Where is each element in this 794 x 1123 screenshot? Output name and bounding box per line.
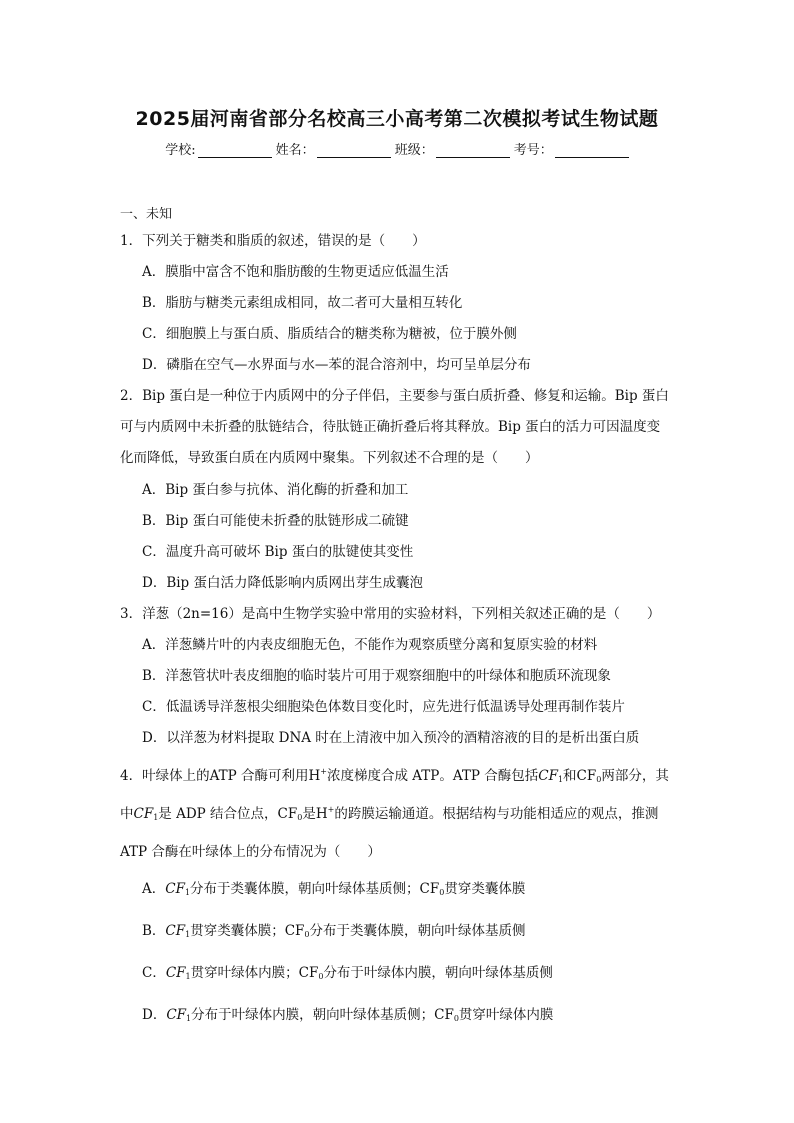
name-blank[interactable] [317,143,391,158]
name-label: 姓名： [275,143,315,158]
question-3-option-d[interactable]: D．以洋葱为材料提取 DNA 时在上清液中加入预冷的酒精溶液的目的是析出蛋白质 [142,730,640,746]
q4a-cf1-sub: 1 [184,888,191,897]
q4d-cf0-sub: 0 [453,1014,459,1023]
question-2-option-a[interactable]: A．Bip 蛋白参与抗体、消化酶的折叠和加工 [142,482,409,498]
question-2-option-b[interactable]: B．Bip 蛋白可能使未折叠的肽链形成二硫键 [142,513,409,529]
q4a-cf1: CF [165,881,185,897]
exam-title: 2025届河南省部分名校高三小高考第二次模拟考试生物试题 [135,108,659,130]
q4c-p1: 贯穿叶绿体内膜； [190,965,299,981]
q4-cf-sub: 1 [557,775,564,784]
question-2-stem-line-2: 可与内质网中未折叠的肽链结合，待肽链正确折叠后将其释放。Bip 蛋白的活力可因温度变 [120,419,661,435]
q4-l2-c: 是H [302,806,328,822]
question-2-stem-line-1: 2．Bip 蛋白是一种位于内质网中的分子伴侣，主要参与蛋白质折叠、修复和运输。Bip 蛋白 [120,388,669,404]
q4d-cf1-sub: 1 [186,1014,192,1023]
q4c-cf0-sub: 0 [318,972,324,981]
q4b-cf1-sub: 1 [185,930,191,939]
q4-l2-cf-sub-2: 0 [297,813,303,822]
question-3-option-a[interactable]: A．洋葱鳞片叶的内表皮细胞无色，不能作为观察质壁分离和复原实验的材料 [142,637,598,653]
q4-h-plus: + [320,767,327,776]
q4c-label: C． [142,965,166,981]
question-4-option-d[interactable] [142,1003,553,1023]
q4b-cf1: CF [165,923,186,939]
q4b-cf0-sub: 0 [304,930,310,939]
school-field[interactable] [165,139,271,158]
q4c-cf1: CF [165,965,186,981]
school-blank[interactable] [198,143,272,158]
question-1-option-c[interactable]: C．细胞膜上与蛋白质、脂质结合的糖类称为糖被，位于膜外侧 [142,326,517,342]
q4d-cf0: CF [434,1007,454,1023]
q4d-cf1: CF [166,1007,187,1023]
q4-l2-a: 中 [120,806,134,822]
question-2-option-d[interactable]: D．Bip 蛋白活力降低影响内质网出芽生成囊泡 [142,575,423,591]
exam-number-label: 考号： [513,143,553,158]
q4-l2-cf-2: CF [277,806,298,822]
class-field[interactable] [395,139,510,158]
q4-text-a: 4．叶绿体上的ATP 合酶可利用H [120,768,321,784]
name-field[interactable] [276,139,391,158]
question-4-option-c[interactable] [142,961,553,981]
question-4-option-b[interactable] [142,919,526,939]
q4a-label: A． [142,881,166,897]
question-4-option-a[interactable] [142,877,525,897]
q4-text-c: 两部分，其 [601,768,669,784]
question-3-option-b[interactable]: B．洋葱管状叶表皮细胞的临时装片可用于观察细胞中的叶绿体和胞质环流现象 [142,668,611,684]
q4a-p1: 分布于类囊体膜，朝向叶绿体基质侧； [190,881,420,897]
q4-cf-sub-2: 0 [596,775,602,784]
question-4-stem-line-2 [120,802,658,822]
question-2-option-c[interactable]: C．温度升高可破坏 Bip 蛋白的肽键使其变性 [142,544,414,560]
q4c-cf1-sub: 1 [185,972,191,981]
q4-l2-b: 是 ADP 结合位点， [158,806,278,822]
q4-text-b: 浓度梯度合成 ATP。ATP 合酶包括 [326,768,539,784]
q4d-p2: 贯穿叶绿体内膜 [458,1007,554,1023]
school-label: 学校: [165,143,196,158]
q4-and: 和 [563,768,577,784]
q4a-cf0-sub: 0 [439,888,445,897]
class-blank[interactable] [436,143,510,158]
question-4-stem-line-1 [120,764,669,784]
q4c-p2: 分布于叶绿体内膜，朝向叶绿体基质侧 [323,965,553,981]
section-heading: 一、未知 [120,207,173,222]
q4-l2-cf: CF [133,806,154,822]
q4b-p2: 分布于类囊体膜，朝向叶绿体基质侧 [309,923,526,939]
q4b-p1: 贯穿类囊体膜； [190,923,285,939]
question-2-stem-line-3: 化而降低，导致蛋白质在内质网中聚集。下列叙述不合理的是（ ） [120,450,539,466]
q4d-p1: 分布于叶绿体内膜，朝向叶绿体基质侧； [191,1007,435,1023]
q4-cf-label-2: CF [576,768,597,784]
q4a-p2: 贯穿类囊体膜 [444,881,526,897]
question-1-option-b[interactable]: B．脂肪与糖类元素组成相同，故二者可大量相互转化 [142,295,463,311]
q4-cf-label: CF [538,768,558,784]
question-1-option-d[interactable]: D．磷脂在空气—水界面与水—苯的混合溶剂中，均可呈单层分布 [142,357,531,373]
q4b-label: B． [142,923,166,939]
q4b-cf0: CF [284,923,305,939]
question-1-option-a[interactable]: A．膜脂中富含不饱和脂肪酸的生物更适应低温生活 [142,264,449,280]
q4-l2-cf-sub: 1 [153,813,159,822]
question-1-stem: 1．下列关于糖类和脂质的叙述，错误的是（ ） [120,233,426,249]
question-3-stem: 3．洋葱（2n=16）是高中生物学实验中常用的实验材料，下列相关叙述正确的是（ ） [120,606,661,622]
exam-number-field[interactable] [514,139,629,158]
q4-l2-d: 的跨膜运输通道。根据结构与功能相适应的观点，推测 [334,806,659,822]
question-3-option-c[interactable]: C．低温诱导洋葱根尖细胞染色体数目变化时，应先进行低温诱导处理再制作装片 [142,699,625,715]
exam-number-blank[interactable] [555,143,629,158]
student-info-row [0,139,794,158]
q4a-cf0: CF [419,881,440,897]
q4c-cf0: CF [298,965,319,981]
q4-l2-plus: + [327,805,335,814]
q4d-label: D． [142,1007,167,1023]
question-4-stem-line-3: ATP 合酶在叶绿体上的分布情况为（ ） [120,844,381,860]
class-label: 班级： [394,143,434,158]
